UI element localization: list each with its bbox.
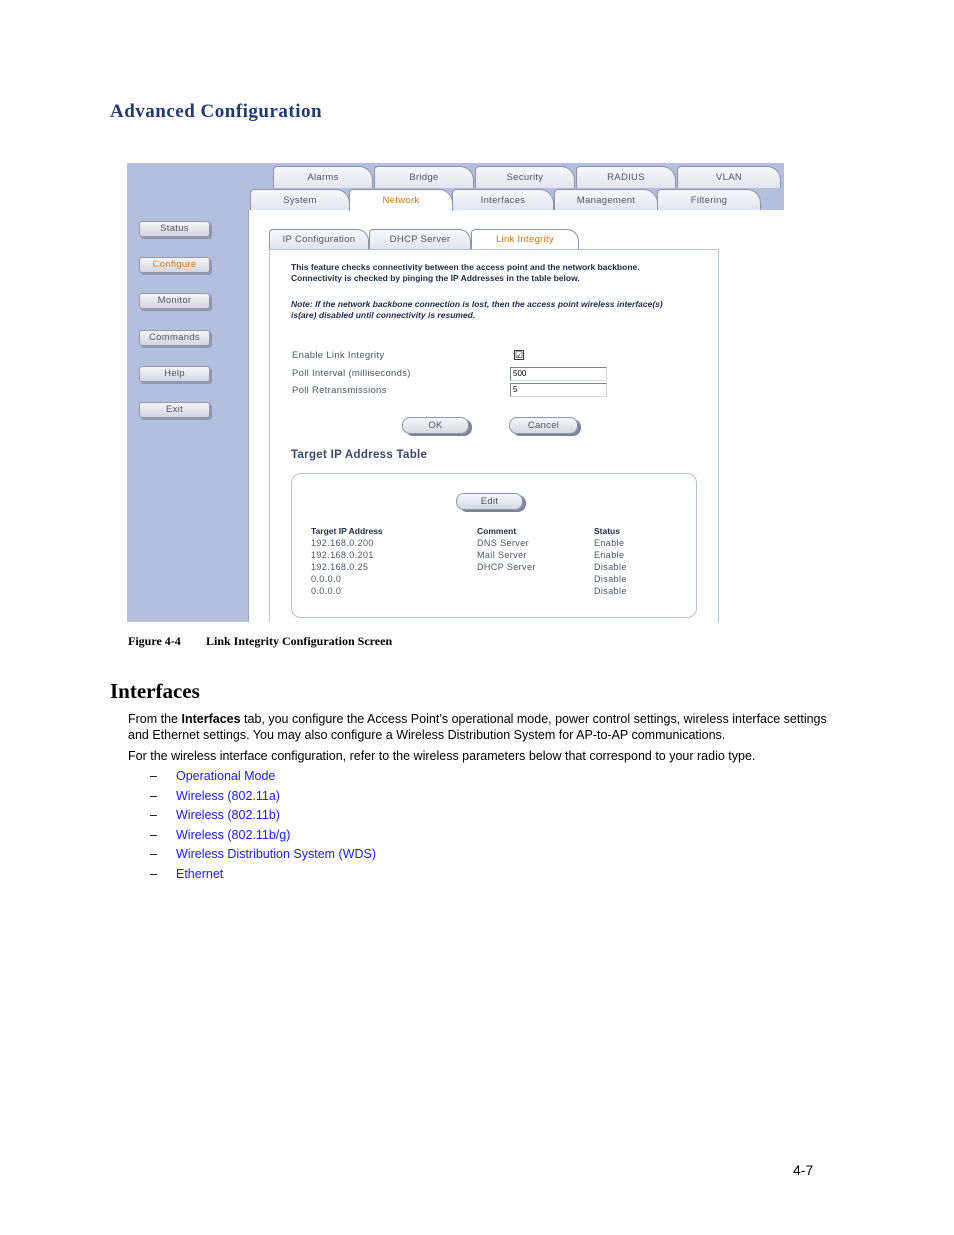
tab-alarms[interactable]: Alarms (273, 166, 373, 188)
link-integrity-screenshot (127, 163, 784, 622)
tab-interfaces[interactable]: Interfaces (452, 189, 554, 210)
bullet-dash: – (150, 808, 157, 822)
subtab-dhcp-server[interactable]: DHCP Server (369, 229, 471, 249)
interfaces-paragraph-1 (128, 711, 828, 743)
header-status: Status (594, 526, 620, 536)
header-target-ip: Target IP Address (311, 526, 383, 536)
section-heading: Advanced Configuration (110, 101, 323, 122)
note-line-2: is(are) disabled until connectivity is resumed. (291, 310, 476, 320)
poll-interval-label: Poll Interval (milliseconds) (292, 368, 411, 379)
row5-ip: 0.0.0.0 (311, 586, 342, 596)
tab-management[interactable]: Management (554, 189, 658, 210)
nav-status-button[interactable]: Status (139, 221, 210, 237)
tab-network[interactable]: Network (349, 189, 453, 211)
row3-ip: 192.168.0.25 (311, 562, 369, 572)
bullet-dash: – (150, 769, 157, 783)
cancel-button[interactable]: Cancel (509, 417, 578, 434)
tab-filtering[interactable]: Filtering (657, 189, 761, 210)
enable-link-integrity-checkbox[interactable]: ☑ (515, 350, 524, 360)
page-number: 4-7 (793, 1162, 814, 1178)
nav-help-button[interactable]: Help (139, 366, 210, 382)
figure-number: Figure 4-4 (128, 634, 181, 648)
figure-title: Link Integrity Configuration Screen (206, 634, 393, 648)
row3-comment: DHCP Server (477, 562, 536, 572)
tab-system[interactable]: System (250, 189, 350, 210)
row2-status: Enable (594, 550, 625, 560)
bullet-dash: – (150, 867, 157, 881)
row1-comment: DNS Server (477, 538, 530, 548)
para1-pre: From the (128, 712, 182, 726)
bullet-dash: – (150, 847, 157, 861)
nav-commands-button[interactable]: Commands (139, 330, 210, 346)
poll-retransmissions-input[interactable]: 5 (510, 383, 607, 397)
row5-status: Disable (594, 586, 627, 596)
ok-button[interactable]: OK (402, 417, 469, 434)
interfaces-paragraph-2: For the wireless interface configuration, refer to the wireless parameters below that correspond to your radio type. (128, 749, 756, 763)
link-wireless-80211a[interactable]: Wireless (802.11a) (176, 789, 280, 803)
row4-status: Disable (594, 574, 627, 584)
nav-configure-button[interactable]: Configure (139, 257, 210, 273)
para1-post: tab, you configure the Access Point’s operational mode, power control settings, wireless interface settings and Ethernet settings. You may also configure a Wireless Distribution System for AP-to-AP communications. (128, 712, 827, 742)
row4-ip: 0.0.0.0 (311, 574, 342, 584)
tab-bridge[interactable]: Bridge (374, 166, 474, 188)
bullet-dash: – (150, 789, 157, 803)
bullet-dash: – (150, 828, 157, 842)
nav-monitor-button[interactable]: Monitor (139, 293, 210, 309)
link-wireless-80211bg[interactable]: Wireless (802.11b/g) (176, 828, 291, 842)
link-operational-mode[interactable]: Operational Mode (176, 769, 276, 783)
link-wireless-80211b[interactable]: Wireless (802.11b) (176, 808, 280, 822)
subtab-link-integrity[interactable]: Link Integrity (471, 229, 579, 249)
edit-button[interactable]: Edit (456, 493, 523, 510)
tab-vlan[interactable]: VLAN (677, 166, 781, 188)
para1-bold: Interfaces (181, 712, 241, 726)
poll-retransmissions-label: Poll Retransmissions (292, 385, 387, 396)
row3-status: Disable (594, 562, 627, 572)
poll-interval-input[interactable]: 500 (510, 367, 607, 381)
interfaces-heading: Interfaces (110, 679, 200, 703)
row2-ip: 192.168.0.201 (311, 550, 374, 560)
figure-caption (128, 634, 392, 649)
link-wds[interactable]: Wireless Distribution System (WDS) (176, 847, 377, 861)
enable-link-integrity-label: Enable Link Integrity (292, 350, 385, 361)
header-comment: Comment (477, 526, 517, 536)
target-ip-table-title: Target IP Address Table (291, 449, 428, 461)
description-line-2: Connectivity is checked by pinging the IP Addresses in the table below. (291, 273, 580, 283)
tab-security[interactable]: Security (475, 166, 575, 188)
row2-comment: Mail Server (477, 550, 527, 560)
nav-exit-button[interactable]: Exit (139, 402, 210, 418)
row1-status: Enable (594, 538, 625, 548)
nav-divider (248, 210, 249, 622)
note-line-1: Note: If the network backbone connection is lost, then the access point wireless interface(s) (291, 299, 663, 309)
link-ethernet[interactable]: Ethernet (176, 867, 224, 881)
description-line-1: This feature checks connectivity between the access point and the network backbone. (291, 262, 640, 272)
row1-ip: 192.168.0.200 (311, 538, 374, 548)
subtab-ip-configuration[interactable]: IP Configuration (269, 229, 369, 249)
tab-radius[interactable]: RADIUS (576, 166, 676, 188)
